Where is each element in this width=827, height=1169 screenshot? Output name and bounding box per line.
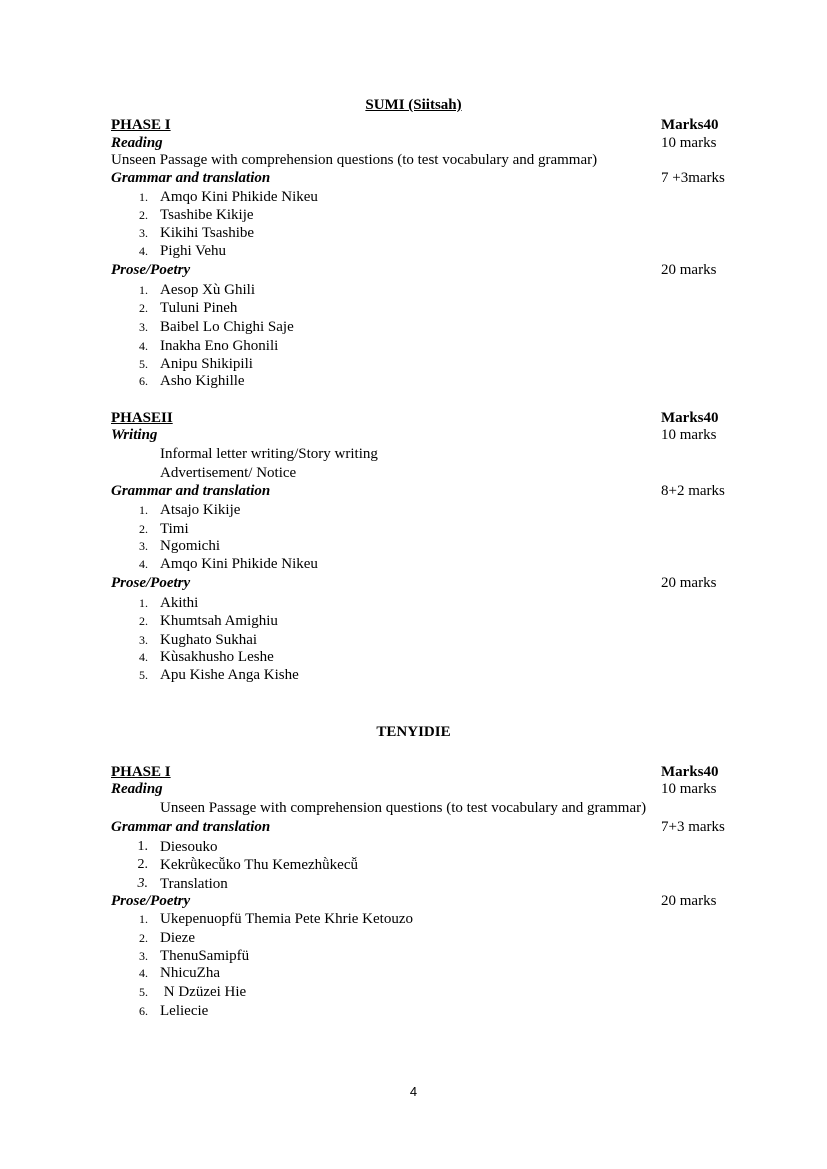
- list-text: Kikihi Tsashibe: [160, 225, 255, 241]
- section-marks: 20 marks: [661, 262, 717, 278]
- section-marks: 8+2 marks: [661, 483, 725, 499]
- list-number: 1.: [139, 190, 148, 204]
- list-text: Ukepenuopfü Themia Pete Khrie Ketouzo: [160, 911, 413, 927]
- list-item: [0, 537, 827, 555]
- writing-line: [0, 445, 827, 463]
- section-marks: 10 marks: [661, 135, 717, 151]
- list-text: Ngomichi: [160, 538, 220, 554]
- page-number: 4: [409, 1084, 418, 1099]
- list-number: 6.: [139, 1004, 148, 1018]
- list-text: Aesop Xù Ghili: [160, 282, 255, 298]
- list-item: [0, 631, 827, 649]
- section-marks: 7+3 marks: [661, 819, 725, 835]
- list-number: 5.: [139, 985, 148, 999]
- list-number: 3.: [139, 226, 148, 240]
- sumi-phase2-header: [0, 409, 827, 427]
- writing-text: Informal letter writing/Story writing: [160, 446, 378, 462]
- list-item: [0, 281, 827, 299]
- tenyidie-section-title-row: [0, 723, 827, 741]
- list-text: NhicuZha: [160, 965, 220, 981]
- list-text: Pighi Vehu: [160, 243, 226, 259]
- section-label: Writing: [111, 427, 158, 443]
- section-text: Unseen Passage with comprehension questions (to test vocabulary and grammar): [111, 152, 598, 168]
- writing-line: [0, 464, 827, 482]
- sumi-phase2-grammar-header: [0, 482, 827, 500]
- writing-text: Advertisement/ Notice: [160, 465, 297, 481]
- list-number: 3.: [139, 539, 148, 553]
- list-item: [0, 964, 827, 982]
- list-item: [0, 520, 827, 538]
- list-item: [0, 355, 827, 373]
- sumi-phase1-header: [0, 116, 827, 134]
- list-item: [0, 983, 827, 1001]
- section-label: Grammar and translation: [111, 170, 271, 186]
- section-marks: 10 marks: [661, 427, 717, 443]
- list-number: 2.: [137, 857, 148, 872]
- list-text: Leliecie: [160, 1003, 209, 1019]
- phase-marks: Marks40: [661, 764, 719, 780]
- list-number: 2.: [139, 522, 148, 536]
- section-marks: 20 marks: [661, 893, 717, 909]
- list-item: [0, 555, 827, 573]
- list-text: Dieze: [160, 930, 195, 946]
- list-text: Timi: [160, 521, 189, 537]
- tenyidie-phase1-header: [0, 763, 827, 781]
- list-text: Tsashibe Kikije: [160, 207, 254, 223]
- list-number: 1.: [139, 912, 148, 926]
- list-number: 1.: [139, 503, 148, 517]
- list-item: [0, 666, 827, 684]
- section-label: Prose/Poetry: [111, 893, 191, 909]
- list-item: [0, 224, 827, 242]
- list-text: N Dzüzei Hie: [160, 984, 247, 1000]
- list-item: [0, 242, 827, 260]
- list-text: Tuluni Pineh: [160, 300, 238, 316]
- list-item: [0, 501, 827, 519]
- list-item: [0, 856, 827, 874]
- list-text: Amqo Kini Phikide Nikeu: [160, 556, 318, 572]
- section-label: Grammar and translation: [111, 819, 271, 835]
- list-number: 4.: [139, 244, 148, 258]
- list-number: 4.: [139, 650, 148, 664]
- list-number: 3.: [139, 320, 148, 334]
- list-text: Akithi: [160, 595, 199, 611]
- list-text: ThenuSamipfü: [160, 948, 250, 964]
- phase-marks: Marks40: [661, 117, 719, 133]
- section-label: Prose/Poetry: [111, 575, 191, 591]
- section-marks: 20 marks: [661, 575, 717, 591]
- list-item: [0, 372, 827, 390]
- list-number: 2.: [139, 208, 148, 222]
- section-label: Reading: [111, 781, 163, 797]
- list-number: 4.: [139, 339, 148, 353]
- list-number: 5.: [139, 668, 148, 682]
- list-text: Kùsakhusho Leshe: [160, 649, 274, 665]
- list-number: 1.: [137, 839, 148, 854]
- phase-label: PHASEII: [111, 410, 173, 426]
- list-item: [0, 612, 827, 630]
- list-number: 2.: [139, 301, 148, 315]
- list-number: 2.: [139, 931, 148, 945]
- list-item: [0, 206, 827, 224]
- list-item: [0, 910, 827, 928]
- list-text: Amqo Kini Phikide Nikeu: [160, 189, 318, 205]
- list-text: Inakha Eno Ghonili: [160, 338, 279, 354]
- phase-label: PHASE I: [111, 117, 171, 133]
- list-item: [0, 929, 827, 947]
- list-number: 4.: [139, 557, 148, 571]
- list-number: 3.: [137, 876, 148, 891]
- list-text: Asho Kighille: [160, 373, 245, 389]
- section-marks: 7 +3marks: [661, 170, 725, 186]
- sumi-phase1-reading-header: [0, 134, 827, 152]
- section-text: Unseen Passage with comprehension questions (to test vocabulary and grammar): [160, 800, 647, 816]
- list-number: 2.: [139, 614, 148, 628]
- list-item: [0, 947, 827, 965]
- phase-label: PHASE I: [111, 764, 171, 780]
- section-label: Prose/Poetry: [111, 262, 191, 278]
- section-label: Grammar and translation: [111, 483, 271, 499]
- list-text: Anipu Shikipili: [160, 356, 253, 372]
- sumi-phase1-prose-header: [0, 261, 827, 279]
- list-text: Diesouko: [160, 839, 218, 855]
- sumi-section-title-row: [0, 96, 827, 114]
- sumi-phase1-reading-text: [0, 151, 827, 169]
- tenyidie-phase1-reading-text: [0, 799, 827, 817]
- list-number: 4.: [139, 966, 148, 980]
- list-text: Translation: [160, 876, 228, 892]
- list-text: Atsajo Kikije: [160, 502, 241, 518]
- list-number: 6.: [139, 374, 148, 388]
- list-item: [0, 337, 827, 355]
- list-number: 5.: [139, 357, 148, 371]
- list-number: 3.: [139, 949, 148, 963]
- list-text: Kekrǜkecǚko Thu Kemezhǜkecǚ: [160, 857, 358, 873]
- list-item: [0, 594, 827, 612]
- list-item: [0, 838, 827, 856]
- phase-marks: Marks40: [661, 410, 719, 426]
- sumi-title: SUMI (Siitsah): [365, 97, 462, 113]
- list-item: [0, 648, 827, 666]
- list-number: 1.: [139, 283, 148, 297]
- tenyidie-phase1-reading-header: [0, 780, 827, 798]
- list-item: [0, 875, 827, 893]
- list-number: 3.: [139, 633, 148, 647]
- tenyidie-title: TENYIDIE: [376, 724, 451, 740]
- sumi-phase1-grammar-header: [0, 169, 827, 187]
- list-item: [0, 188, 827, 206]
- list-number: 1.: [139, 596, 148, 610]
- list-item: [0, 299, 827, 317]
- sumi-phase2-prose-header: [0, 574, 827, 592]
- tenyidie-phase1-prose-header: [0, 892, 827, 910]
- list-item: [0, 318, 827, 336]
- sumi-phase2-writing-header: [0, 426, 827, 444]
- tenyidie-phase1-grammar-header: [0, 818, 827, 836]
- list-text: Baibel Lo Chighi Saje: [160, 319, 294, 335]
- list-text: Apu Kishe Anga Kishe: [160, 667, 299, 683]
- list-text: Khumtsah Amighiu: [160, 613, 278, 629]
- section-label: Reading: [111, 135, 163, 151]
- list-text: Kughato Sukhai: [160, 632, 258, 648]
- section-marks: 10 marks: [661, 781, 717, 797]
- list-item: [0, 1002, 827, 1020]
